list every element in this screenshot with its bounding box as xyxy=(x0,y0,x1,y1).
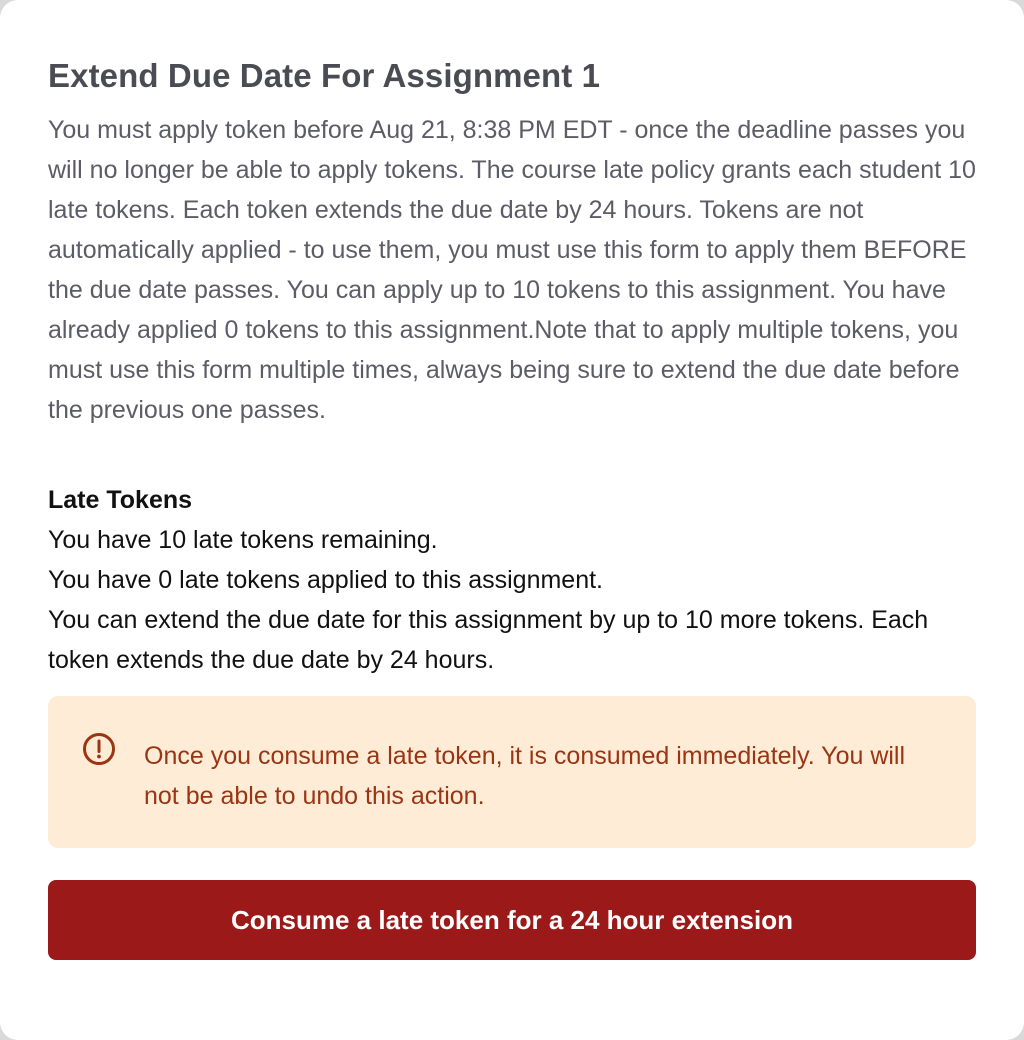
modal-title: Extend Due Date For Assignment 1 xyxy=(48,57,601,94)
tokens-remaining-text: You have 10 late tokens remaining. xyxy=(48,526,438,554)
warning-text: Once you consume a late token, it is consumed immediately. You will not be able to undo this action. xyxy=(144,742,906,810)
late-tokens-heading: Late Tokens xyxy=(48,486,193,514)
tokens-extend-info-text: You can extend the due date for this assignment by up to 10 more tokens. Each token extends the due date by 24 hours. xyxy=(48,606,929,674)
modal-description: You must apply token before Aug 21, 8:38 PM EDT - once the deadline passes you will no longer be able to apply tokens. The course late policy grants each student 10 late tokens. Each token extends the due date by 24 hours. Tokens are not automatically applied - to use them, you must use this form to apply them BEFORE the due date passes. You can apply up to 10 tokens to this assignment. You have already applied 0 tokens to this assignment.Note that to apply multiple tokens, you must use this form multiple times, always being sure to extend the due date before the previous one passes. xyxy=(48,116,976,424)
consume-late-token-button[interactable]: Consume a late token for a 24 hour extension xyxy=(48,880,976,960)
tokens-applied-text: You have 0 late tokens applied to this assignment. xyxy=(48,566,604,594)
warning-alert xyxy=(48,696,976,848)
late-tokens-section xyxy=(48,480,976,680)
alert-circle-icon xyxy=(82,732,116,766)
